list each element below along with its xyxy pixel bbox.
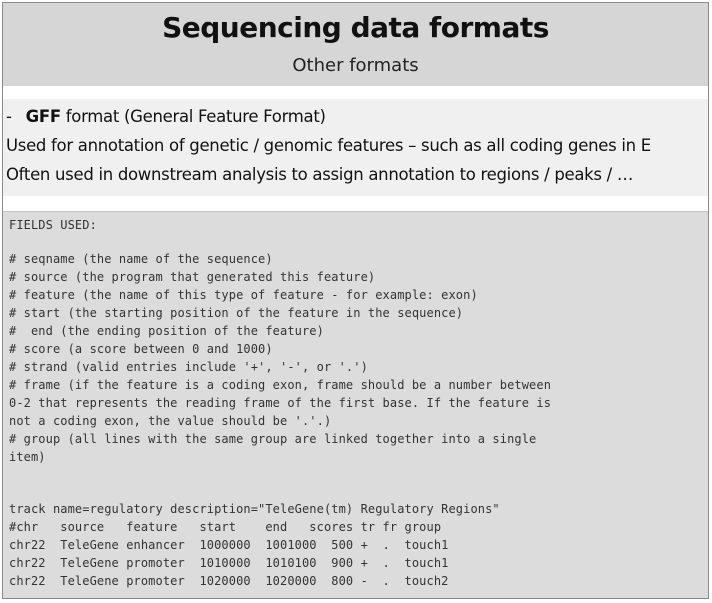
field-line: item): [9, 450, 46, 464]
table-row: chr22 TeleGene promoter 1020000 1020000 800 - . touch2: [9, 574, 449, 588]
field-line: # feature (the name of this type of feature - for example: exon): [9, 288, 478, 302]
field-line: # end (the ending position of the feature): [9, 324, 324, 338]
fields-header: FIELDS USED:: [9, 218, 97, 232]
downstream-line: Often used in downstream analysis to assign annotation to regions / peaks / …: [6, 165, 634, 184]
slide-title: Sequencing data formats: [162, 11, 549, 44]
table-header: #chr source feature start end scores tr fr group: [9, 520, 442, 534]
field-line: # group (all lines with the same group are linked together into a single: [9, 432, 537, 446]
code-block: [3, 211, 708, 599]
field-line: 0-2 that represents the reading frame of the first base. If the feature is: [9, 396, 552, 410]
field-line: # frame (if the feature is a coding exon, frame should be a number between: [9, 378, 552, 392]
gff-format-heading: [6, 107, 326, 126]
slide-header: [3, 3, 708, 86]
field-line: # score (a score between 0 and 1000): [9, 342, 273, 356]
track-line: track name=regulatory description="TeleGene(tm) Regulatory Regions": [9, 502, 500, 516]
table-row: chr22 TeleGene enhancer 1000000 1001000 500 + . touch1: [9, 538, 449, 552]
field-line: # source (the program that generated this feature): [9, 270, 376, 284]
field-line: not a coding exon, the value should be '.'.): [9, 414, 332, 428]
usage-line: Used for annotation of genetic / genomic features – such as all coding genes in E: [6, 136, 651, 155]
table-row: chr22 TeleGene promoter 1010000 1010100 900 + . touch1: [9, 556, 449, 570]
format-name: GFF: [25, 107, 61, 126]
slide: [2, 2, 709, 599]
bullet-dash: -: [6, 107, 12, 126]
field-line: # start (the starting position of the feature in the sequence): [9, 306, 464, 320]
field-line: # seqname (the name of the sequence): [9, 252, 273, 266]
field-line: # strand (valid entries include '+', '-', or '.'): [9, 360, 368, 374]
format-description: format (General Feature Format): [60, 107, 326, 126]
slide-subtitle: Other formats: [292, 55, 419, 76]
